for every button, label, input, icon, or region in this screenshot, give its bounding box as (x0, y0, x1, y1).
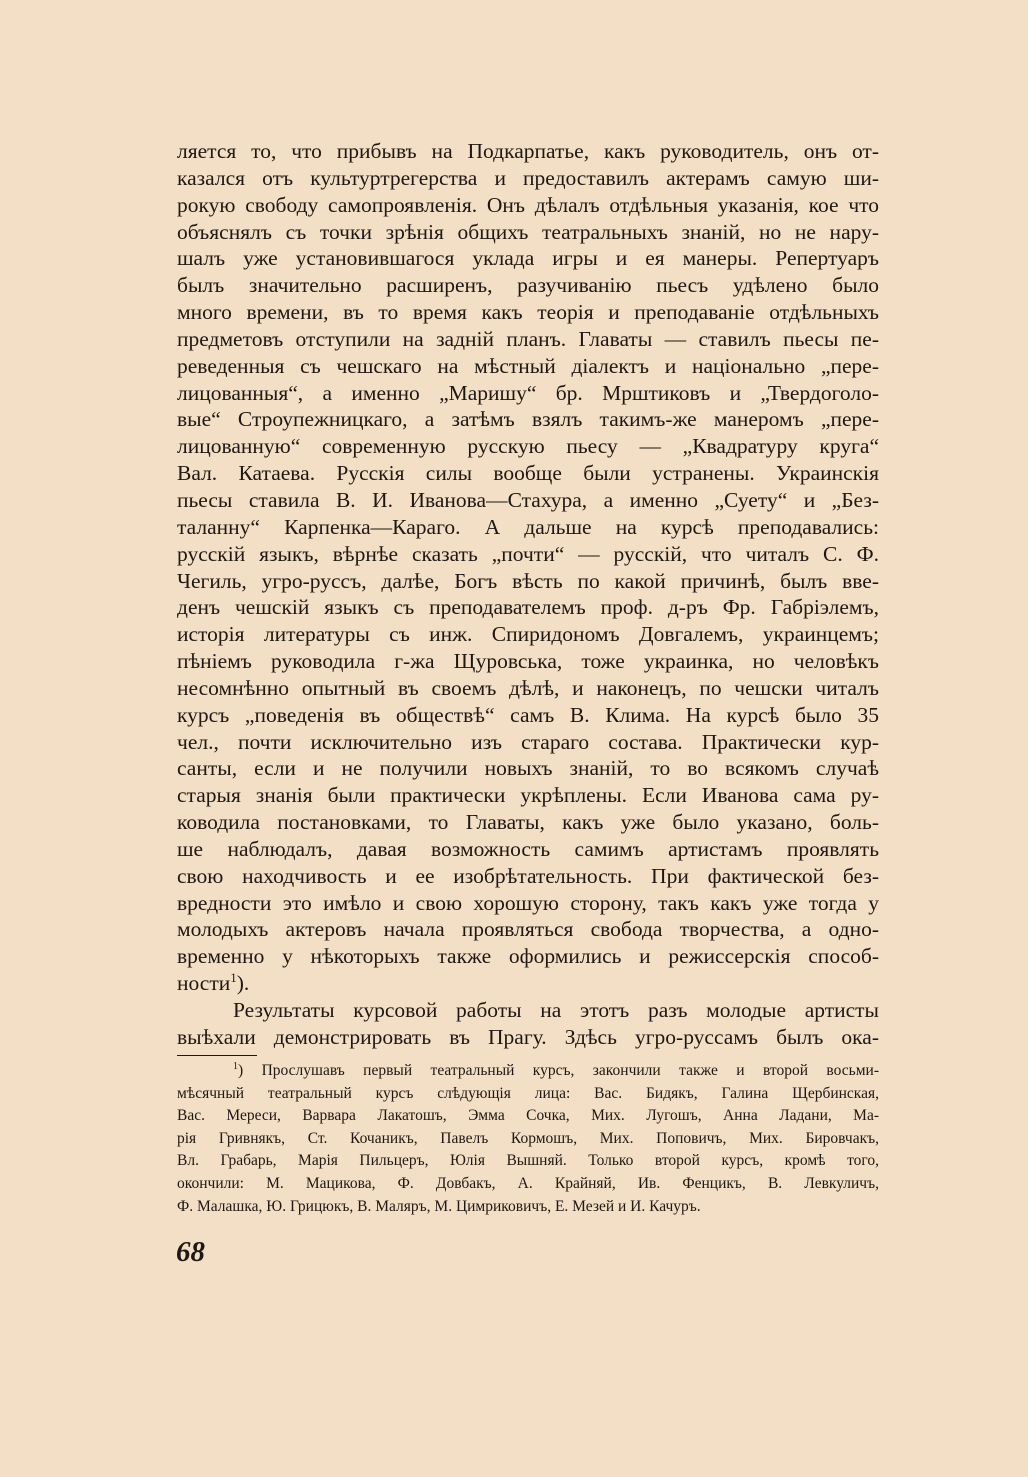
text-line: много времени, въ то время какъ теорія и преподаваніе отдѣльныхъ (177, 300, 879, 325)
text-line: ше наблюдалъ, давая возможность самимъ артистамъ проявлять (177, 836, 879, 861)
text-line: вредности это имѣло и свою хорошую сторону, такъ какъ уже тогда у (177, 890, 879, 915)
text-fragment: ) Прослушавъ первый театральный курсъ, закончили также и второй восьми- (238, 1062, 879, 1079)
footnote-line: Вас. Мереси, Варвара Лакатошъ, Эмма Сочка, Мих. Лугошъ, Анна Ладани, Ма- (177, 1107, 879, 1125)
text-fragment: ). (236, 971, 250, 996)
text-line: вые“ Строупежницкаго, а затѣмъ взялъ такимъ-же манеромъ „пере- (177, 407, 879, 432)
text-line: ководила постановками, то Главаты, какъ уже было указано, боль- (177, 810, 879, 835)
text-line: объяснялъ съ точки зрѣнія общихъ театральныхъ знаній, но не нару- (177, 219, 879, 244)
text-line: шалъ уже установившагося уклада игры и ея манеры. Репертуаръ (177, 246, 879, 271)
text-line: старыя знанія были практически укрѣплены. Если Иванова сама ру- (177, 783, 879, 808)
text-fragment: ности (177, 971, 231, 996)
footnote (177, 1060, 879, 1218)
text-line: свою находчивость и ее изобрѣтательность. При фактической без- (177, 863, 879, 888)
text-line: молодыхъ актеровъ начала проявляться свобода творчества, а одно- (177, 917, 879, 942)
footnote-line: рія Гривнякъ, Ст. Кочаникъ, Павелъ Кормошъ, Мих. Поповичъ, Мих. Бировчакъ, (177, 1129, 879, 1147)
footnote-line: окончили: М. Мацикова, Ф. Довбакъ, А. Крайняй, Ив. Фенцикъ, В. Левкуличъ, (177, 1174, 879, 1192)
text-line: реведенныя съ чешскаго на мѣстный діалектъ и національно „пере- (177, 353, 879, 378)
text-line: ляется то, что прибывъ на Подкарпатье, какъ руководитель, онъ от- (177, 139, 879, 163)
footnote-marker: 1 (233, 1061, 238, 1072)
text-line: чел., почти исключительно изъ стараго состава. Практически кур- (177, 729, 879, 754)
footnote-line (177, 1060, 879, 1083)
footnote-line: Ф. Малашка, Ю. Грицюкъ, В. Маляръ, М. Цимриковичъ, Е. Мезей и И. Качуръ. (177, 1197, 701, 1215)
text-line: несомнѣнно опытный въ своемъ дѣлѣ, и наконецъ, по чешски читалъ (177, 675, 879, 700)
text-line: лицованныя“, а именно „Маришу“ бр. Мрштиковъ и „Твердоголо- (177, 380, 879, 405)
text-line: санты, если и не получили новыхъ знаній, то во всякомъ случаѣ (177, 756, 879, 781)
text-line: денъ чешскій языкъ съ преподавателемъ проф. д-ръ Фр. Габріэлемъ, (177, 595, 879, 620)
text-line: таланну“ Карпенка—Караго. А дальше на курсѣ преподавались: (177, 514, 879, 539)
text-line: выѣхали демонстрировать въ Прагу. Здѣсь угро-руссамъ былъ ока- (177, 1024, 879, 1049)
footnote-divider (177, 1055, 257, 1056)
main-text (177, 138, 879, 1051)
text-line: рокую свободу самопроявленія. Онъ дѣлалъ отдѣльныя указанія, кое что (177, 192, 879, 217)
text-line: казался отъ культуртрегерства и предоставилъ актерамъ самую ши- (177, 165, 879, 190)
text-line: Чегиль, угро-руссъ, далѣе, Богъ вѣсть по какой причинѣ, былъ вве- (177, 568, 879, 593)
text-line-paragraph-end (177, 970, 879, 997)
footnote-line: мѣсячный театральный курсъ слѣдующія лица: Вас. Бидякъ, Галина Щербинская, (177, 1084, 879, 1102)
text-line: былъ значительно расширенъ, разучиванію пьесъ удѣлено было (177, 273, 879, 298)
text-line: Вал. Катаева. Русскія силы вообще были устранены. Украинскія (177, 461, 879, 486)
text-line: исторія литературы съ инж. Спиридономъ Довгалемъ, украинцемъ; (177, 622, 879, 647)
footnote-line: Вл. Грабарь, Марія Пильцеръ, Юлія Вышняй. Только второй курсъ, кромѣ того, (177, 1152, 879, 1170)
text-line: пьесы ставила В. И. Иванова—Стахура, а именно „Суету“ и „Без- (177, 487, 879, 512)
text-line: курсъ „поведенія въ обществѣ“ самъ В. Клима. На курсѣ было 35 (177, 702, 879, 727)
text-line: лицованную“ современную русскую пьесу — „Квадратуру круга“ (177, 434, 879, 459)
page-number: 68 (176, 1236, 205, 1268)
text-line: русскій языкъ, вѣрнѣе сказать „почти“ — русскій, что читалъ С. Ф. (177, 541, 879, 566)
text-line: пѣніемъ руководила г-жа Щуровська, тоже украинка, но человѣкъ (177, 649, 879, 674)
text-line-paragraph-start: Результаты курсовой работы на этотъ разъ молодые артисты (233, 998, 879, 1022)
text-line: временно у нѣкоторыхъ также оформились и режиссерскія способ- (177, 944, 879, 969)
footnote-reference[interactable]: 1 (230, 970, 237, 986)
text-line: предметовъ отступили на задній планъ. Главаты — ставилъ пьесы пе- (177, 326, 879, 351)
